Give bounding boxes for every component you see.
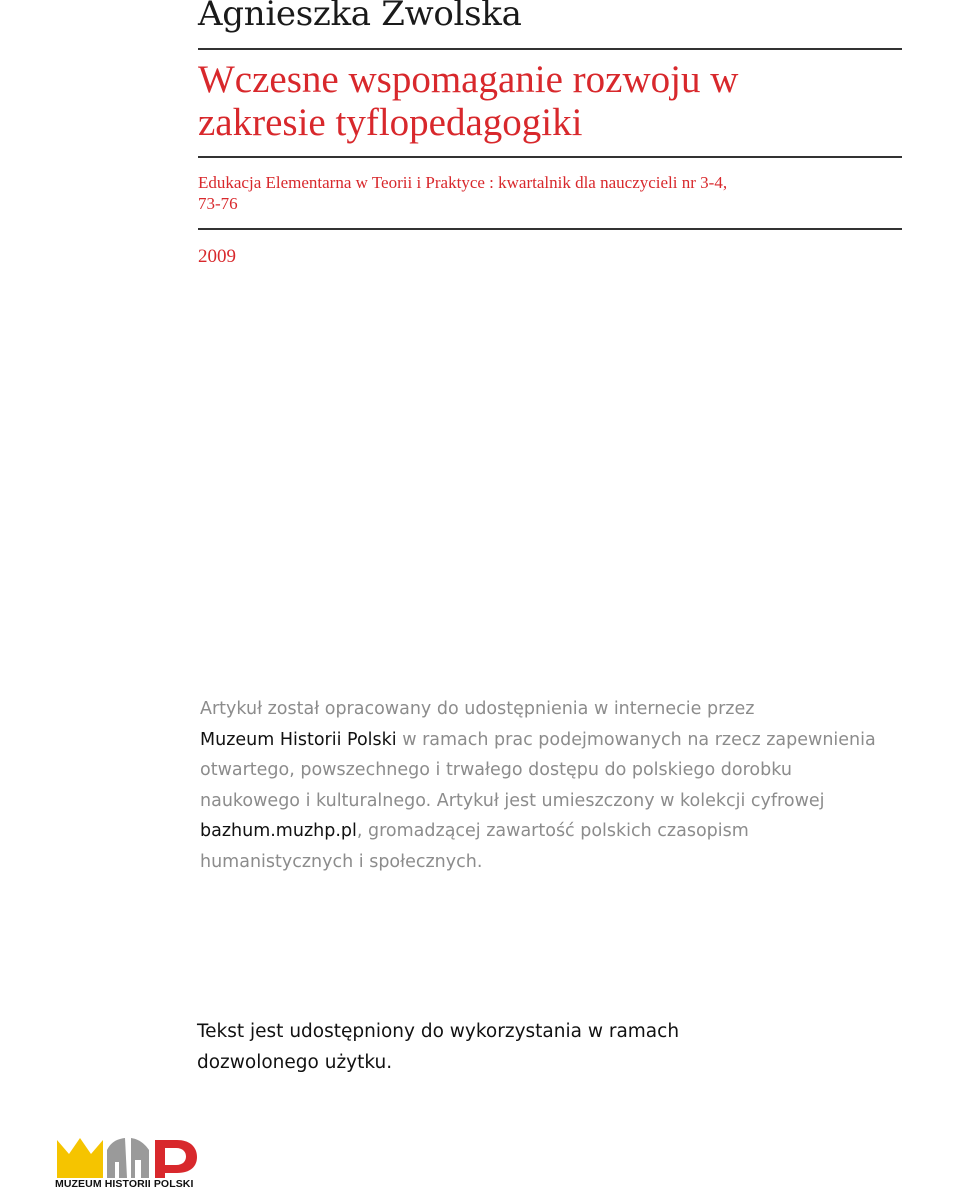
license-line-1: Tekst jest udostępniony do wykorzystania w ramach [197, 1021, 680, 1042]
digitization-note [200, 694, 880, 877]
publication-year: 2009 [198, 246, 236, 267]
article-title-line-1: Wczesne wspomaganie rozwoju w [198, 58, 739, 101]
logo-caption: MUZEUM HISTORII POLSKI [55, 1178, 194, 1190]
article-title-line-2: zakresie tyflopedagogiki [198, 101, 583, 144]
museum-name: Muzeum Historii Polski [200, 729, 397, 750]
divider-top [198, 48, 902, 50]
logo-crown-shape [57, 1138, 103, 1178]
source-line-1: Edukacja Elementarna w Teorii i Praktyce : kwartalnik dla nauczycieli nr 3-4, [198, 173, 728, 192]
license-line-2: dozwolonego użytku. [197, 1052, 393, 1073]
article-title [198, 58, 898, 144]
collection-site: bazhum.muzhp.pl [200, 821, 357, 841]
note-text-1: Artykuł został opracowany do udostępnienia w internecie przez [200, 699, 755, 719]
note-text-3: , gromadzącej zawartość polskich czasopism humanistycznych i społecznych. [200, 821, 749, 872]
divider-middle [198, 156, 902, 158]
divider-bottom [198, 228, 902, 230]
source-citation [198, 172, 898, 214]
license-note [197, 1016, 757, 1078]
logo-p-shape [155, 1140, 197, 1178]
source-line-2: 73-76 [198, 194, 238, 213]
logo-wing-shape [107, 1138, 149, 1178]
author-name: Agnieszka Zwolska [198, 0, 522, 34]
note-text-2: w ramach prac podejmowanych na rzecz zapewnienia otwartego, powszechnego i trwałego dostępu do polskiego dorobku naukowego i kulturalnego. Artykuł jest umieszczony w kolekcji cyfrowej [200, 729, 876, 811]
